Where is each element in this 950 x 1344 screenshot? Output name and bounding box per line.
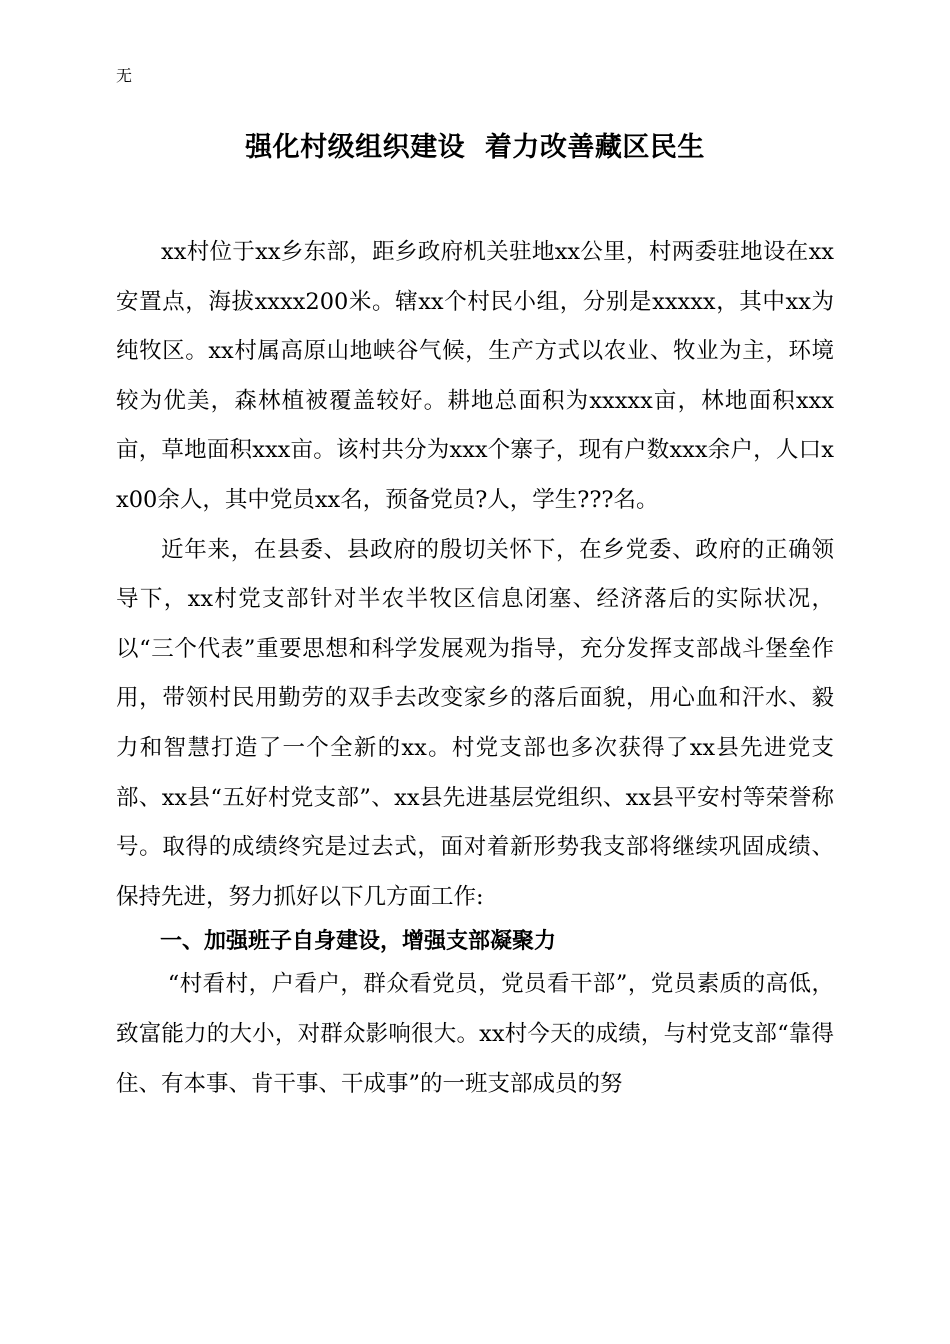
section-heading-1: 一、加强班子自身建设，增强支部凝聚力 (160, 928, 557, 955)
paragraph-achievements: 近年来，在县委、县政府的殷切关怀下，在乡党委、政府的正确领导下，xx村党支部针对半农半牧区信息闭塞、经济落后的实际状况，以“三个代表”重要思想和科学发展观为指导，充分发挥支部战斗堡垒作用，带领村民用勤劳的双手去改变家乡的落后面貌，用心血和汗水、毅力和智慧打造了一个全新的xx。村党支部也多次获得了xx县先进党支部、xx县“五好村党支部”、xx县先进基层党组织、xx县平安村等荣誉称号。取得的成绩终究是过去式，面对着新形势我支部将继续巩固成绩、保持先进，努力抓好以下几方面工作: (116, 536, 834, 910)
paragraph-section-1: “村看村，户看户，群众看党员，党员看干部”，党员素质的高低，致富能力的大小，对群众影响很大。xx村今天的成绩，与村党支部“靠得住、有本事、肯干事、干成事”的一班支部成员的努 (116, 971, 834, 1097)
document-title: 强化村级组织建设 着力改善藏区民生 (245, 132, 705, 163)
document-body (116, 228, 834, 1109)
header-mark: 无 (116, 66, 133, 85)
paragraph-village-intro: xx村位于xx乡东部，距乡政府机关驻地xx公里，村两委驻地设在xx安置点，海拔xxxx200米。辖xx个村民小组，分别是xxxxx，其中xx为纯牧区。xx村属高原山地峡谷气候，生产方式以农业、牧业为主，环境较为优美，森林植被覆盖较好。耕地总面积为xxxxx亩，林地面积xxx亩，草地面积xxx亩。该村共分为xxx个寨子，现有户数xxx余户，人口xx00余人，其中党员xx名，预备党员?人，学生???名。 (116, 239, 834, 513)
